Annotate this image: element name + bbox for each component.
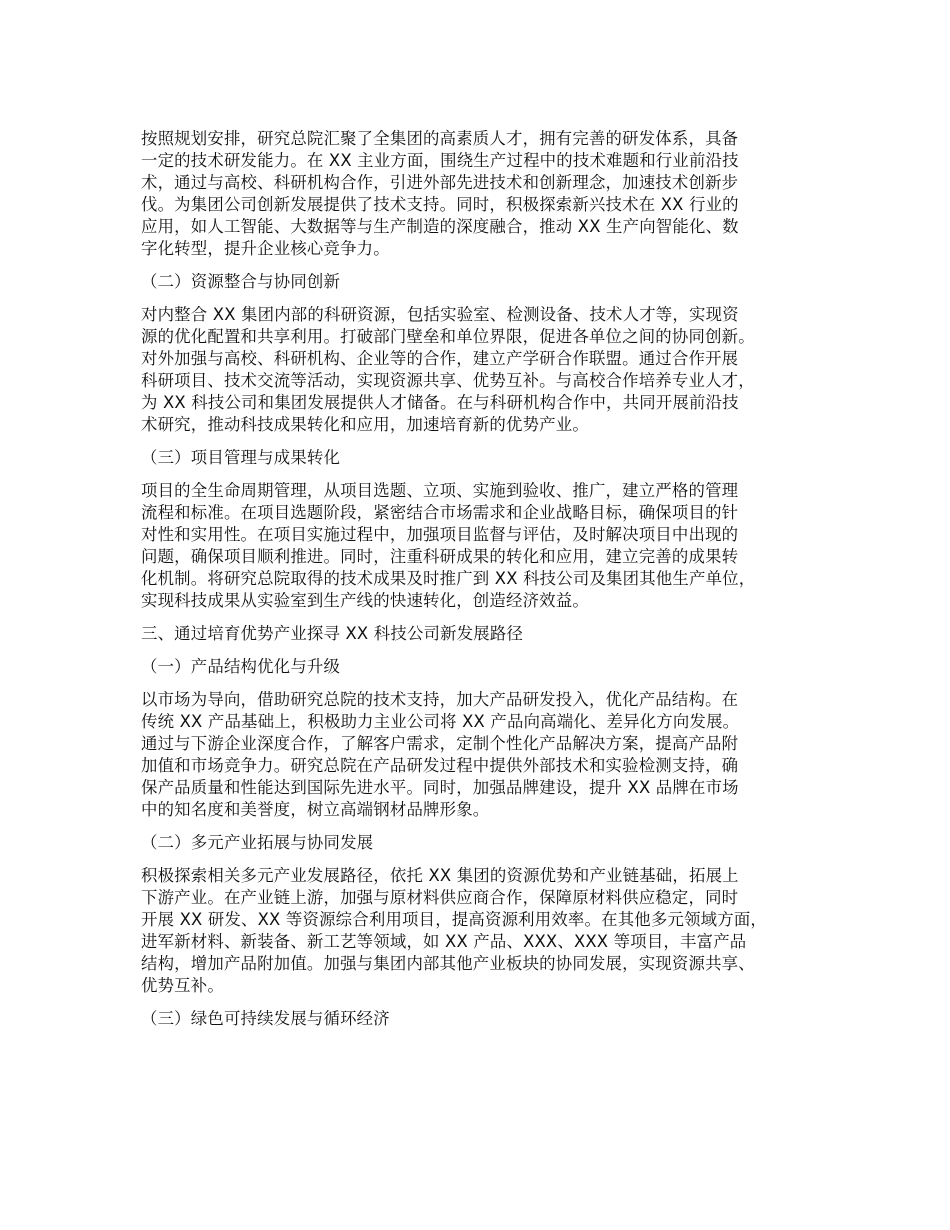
heading-text: 三、通过培育优势产业探寻 XX 科技公司新发展路径 xyxy=(141,624,524,643)
text-line: 下游产业。在产业链上游，加强与原材料供应商合作，保障原材料供应稳定，同时 xyxy=(141,888,739,907)
heading-text: （三）项目管理与成果转化 xyxy=(141,448,341,467)
text-line: 一定的技术研发能力。在 XX 主业方面，围绕生产过程中的技术难题和行业前沿技 xyxy=(141,151,739,170)
paragraph-project-management xyxy=(141,480,821,612)
text-line: 中的知名度和美誉度，树立高端钢材品牌形象。 xyxy=(141,800,490,819)
text-line: 对内整合 XX 集团内部的科研资源，包括实验室、检测设备、技术人才等，实现资 xyxy=(141,305,739,324)
text-line: 积极探索相关多元产业发展路径，依托 XX 集团的资源优势和产业链基础，拓展上 xyxy=(141,866,739,885)
text-line: 实现科技成果从实验室到生产线的快速转化，创造经济效益。 xyxy=(141,591,589,610)
section-heading-resource-integration xyxy=(141,271,821,293)
text-line: 源的优化配置和共享利用。打破部门壁垒和单位界限，促进各单位之间的协同创新。 xyxy=(141,327,755,346)
text-line: 进军新材料、新装备、新工艺等领域，如 XX 产品、XXX、XXX 等项目，丰富产品 xyxy=(141,932,747,951)
paragraph-resource-integration xyxy=(141,304,821,436)
text-line: 通过与下游企业深度合作，了解客户需求，定制个性化产品解决方案，提高产品附 xyxy=(141,734,739,753)
text-line: 科研项目、技术交流等活动，实现资源共享、优势互补。与高校合作培养专业人才， xyxy=(141,371,755,390)
text-line: 以市场为导向，借助研究总院的技术支持，加大产品研发投入，优化产品结构。在 xyxy=(141,690,739,709)
section-heading-diversified-industry xyxy=(141,832,821,854)
text-line: 术研究，推动科技成果转化和应用，加速培育新的优势产业。 xyxy=(141,415,589,434)
heading-text: （三）绿色可持续发展与循环经济 xyxy=(141,1009,390,1028)
heading-text: （一）产品结构优化与升级 xyxy=(141,657,341,676)
section-heading-product-structure xyxy=(141,656,821,678)
text-line: 字化转型，提升企业核心竞争力。 xyxy=(141,239,390,258)
paragraph-product-structure xyxy=(141,689,821,821)
paragraph-diversified-industry xyxy=(141,865,821,997)
section-heading-green-development xyxy=(141,1008,821,1030)
text-line: 结构，增加产品附加值。加强与集团内部其他产业板块的协同发展，实现资源共享、 xyxy=(141,954,755,973)
text-line: 保产品质量和性能达到国际先进水平。同时，加强品牌建设，提升 XX 品牌在市场 xyxy=(141,778,739,797)
paragraph-research-capability xyxy=(141,128,821,260)
chapter-heading-dominant-industries xyxy=(141,623,821,645)
text-line: 优势互补。 xyxy=(141,976,224,995)
document-page xyxy=(141,128,821,1041)
text-line: 术，通过与高校、科研机构合作，引进外部先进技术和创新理念，加速技术创新步 xyxy=(141,173,739,192)
text-line: 加值和市场竞争力。研究总院在产品研发过程中提供外部技术和实验检测支持，确 xyxy=(141,756,739,775)
text-line: 传统 XX 产品基础上，积极助力主业公司将 XX 产品向高端化、差异化方向发展。 xyxy=(141,712,740,731)
text-line: 伐。为集团公司创新发展提供了技术支持。同时，积极探索新兴技术在 XX 行业的 xyxy=(141,195,739,214)
heading-text: （二）多元产业拓展与协同发展 xyxy=(141,833,374,852)
text-line: 对外加强与高校、科研机构、企业等的合作，建立产学研合作联盟。通过合作开展 xyxy=(141,349,739,368)
text-line: 应用，如人工智能、大数据等与生产制造的深度融合，推动 XX 生产向智能化、数 xyxy=(141,217,739,236)
text-line: 对性和实用性。在项目实施过程中，加强项目监督与评估，及时解决项目中出现的 xyxy=(141,525,739,544)
text-line: 问题，确保项目顺利推进。同时，注重科研成果的转化和应用，建立完善的成果转 xyxy=(141,547,739,566)
text-line: 化机制。将研究总院取得的技术成果及时推广到 XX 科技公司及集团其他生产单位， xyxy=(141,569,756,588)
text-line: 开展 XX 研发、XX 等资源综合利用项目，提高资源利用效率。在其他多元领域方面， xyxy=(141,910,768,929)
text-line: 流程和标准。在项目选题阶段，紧密结合市场需求和企业战略目标，确保项目的针 xyxy=(141,503,739,522)
text-line: 为 XX 科技公司和集团发展提供人才储备。在与科研机构合作中，共同开展前沿技 xyxy=(141,393,739,412)
text-line: 项目的全生命周期管理，从项目选题、立项、实施到验收、推广，建立严格的管理 xyxy=(141,481,739,500)
heading-text: （二）资源整合与协同创新 xyxy=(141,272,341,291)
section-heading-project-management xyxy=(141,447,821,469)
text-line: 按照规划安排，研究总院汇聚了全集团的高素质人才，拥有完善的研发体系，具备 xyxy=(141,129,739,148)
